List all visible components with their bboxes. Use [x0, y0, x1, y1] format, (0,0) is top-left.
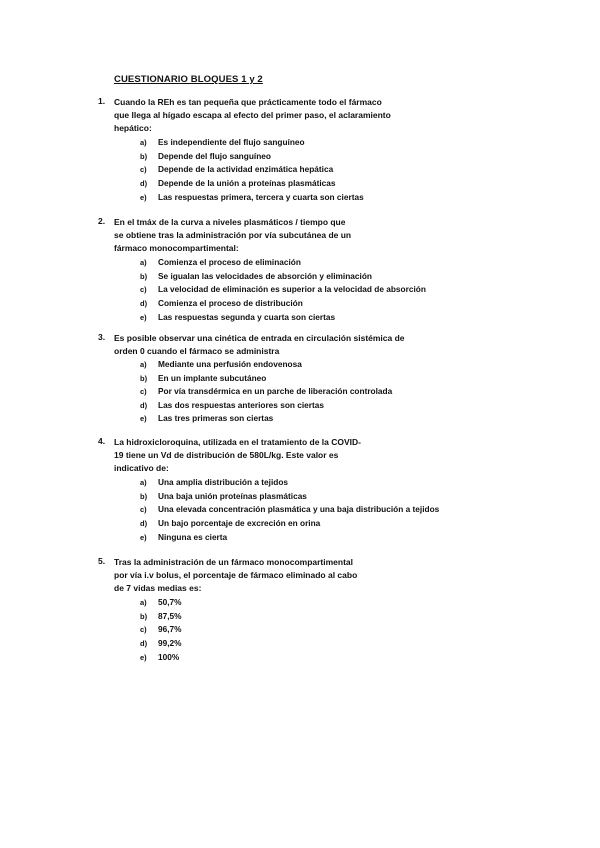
- option-letter: b): [140, 374, 148, 383]
- option-letter: b): [140, 492, 148, 501]
- question-text-line: indicativo de:: [114, 463, 169, 473]
- question-text-line: se obtiene tras la administración por vía subcutánea de un: [114, 230, 352, 240]
- option-text: Depende de la unión a proteínas plasmáticas: [158, 178, 336, 188]
- option-letter: a): [140, 478, 147, 487]
- option-letter: d): [140, 519, 148, 528]
- option-text: Una amplia distribución a tejidos: [158, 477, 289, 487]
- question-number: 3.: [98, 332, 106, 342]
- question-number: 2.: [98, 216, 106, 226]
- question-text-line: Tras la administración de un fármaco monocompartimental: [114, 557, 354, 567]
- option-text: Las respuestas segunda y cuarta son ciertas: [158, 312, 336, 322]
- option-text: 50,7%: [158, 597, 182, 607]
- option-letter: e): [140, 533, 147, 542]
- question-text-line: La hidroxicloroquina, utilizada en el tratamiento de la COVID-: [114, 437, 362, 447]
- option-letter: b): [140, 612, 148, 621]
- option-letter: c): [140, 387, 147, 396]
- option-letter: a): [140, 258, 147, 267]
- option-text: Depende del flujo sanguíneo: [158, 151, 271, 161]
- option-text: 100%: [158, 652, 180, 662]
- option-letter: c): [140, 625, 147, 634]
- question-text-line: por vía i.v bolus, el porcentaje de fármaco eliminado al cabo: [114, 570, 358, 580]
- option-letter: c): [140, 285, 147, 294]
- question-text-line: 19 tiene un Vd de distribución de 580L/kg. Este valor es: [114, 450, 339, 460]
- option-letter: b): [140, 272, 148, 281]
- option-letter: c): [140, 165, 147, 174]
- option-text: Un bajo porcentaje de excreción en orina: [158, 518, 321, 528]
- option-text: 87,5%: [158, 611, 182, 621]
- option-letter: e): [140, 193, 147, 202]
- question-text-line: de 7 vidas medias es:: [114, 583, 202, 593]
- option-letter: e): [140, 653, 147, 662]
- question-text-line: Es posible observar una cinética de entrada en circulación sistémica de: [114, 333, 405, 343]
- option-text: Mediante una perfusión endovenosa: [158, 359, 302, 369]
- option-text: Una baja unión proteínas plasmáticas: [158, 491, 307, 501]
- option-letter: c): [140, 505, 147, 514]
- option-text: En un implante subcutáneo: [158, 373, 267, 383]
- option-text: Las respuestas primera, tercera y cuarta son ciertas: [158, 192, 364, 202]
- option-text: Comienza el proceso de distribución: [158, 298, 303, 308]
- question-text-line: orden 0 cuando el fármaco se administra: [114, 346, 280, 356]
- option-text: 96,7%: [158, 624, 182, 634]
- option-letter: d): [140, 179, 148, 188]
- option-text: 99,2%: [158, 638, 182, 648]
- question-text-line: Cuando la REh es tan pequeña que prácticamente todo el fármaco: [114, 97, 382, 107]
- question-number: 1.: [98, 96, 106, 106]
- option-letter: a): [140, 360, 147, 369]
- question-text-line: fármaco monocompartimental:: [114, 243, 239, 253]
- option-letter: e): [140, 414, 147, 423]
- question-text-line: que llega al hígado escapa al efecto del primer paso, el aclaramiento: [114, 110, 391, 120]
- option-text: La velocidad de eliminación es superior a la velocidad de absorción: [158, 284, 426, 294]
- option-text: Depende de la actividad enzimática hepática: [158, 164, 334, 174]
- question-text-line: hepático:: [114, 123, 152, 133]
- option-text: Comienza el proceso de eliminación: [158, 257, 301, 267]
- option-text: Se igualan las velocidades de absorción y eliminación: [158, 271, 372, 281]
- option-letter: b): [140, 152, 148, 161]
- option-text: Ninguna es cierta: [158, 532, 228, 542]
- option-text: Una elevada concentración plasmática y una baja distribución a tejidos: [158, 504, 440, 514]
- option-letter: e): [140, 313, 147, 322]
- option-letter: d): [140, 299, 148, 308]
- question-number: 4.: [98, 436, 106, 446]
- option-text: Las tres primeras son ciertas: [158, 413, 274, 423]
- option-text: Es independiente del flujo sanguíneo: [158, 137, 305, 147]
- option-letter: a): [140, 138, 147, 147]
- option-letter: a): [140, 598, 147, 607]
- option-letter: d): [140, 401, 148, 410]
- question-text-line: En el tmáx de la curva a niveles plasmáticos / tiempo que: [114, 217, 346, 227]
- option-text: Las dos respuestas anteriores son ciertas: [158, 400, 325, 410]
- option-text: Por vía transdérmica en un parche de liberación controlada: [158, 386, 393, 396]
- option-letter: d): [140, 639, 148, 648]
- page-title: CUESTIONARIO BLOQUES 1 y 2: [114, 74, 263, 85]
- question-number: 5.: [98, 556, 106, 566]
